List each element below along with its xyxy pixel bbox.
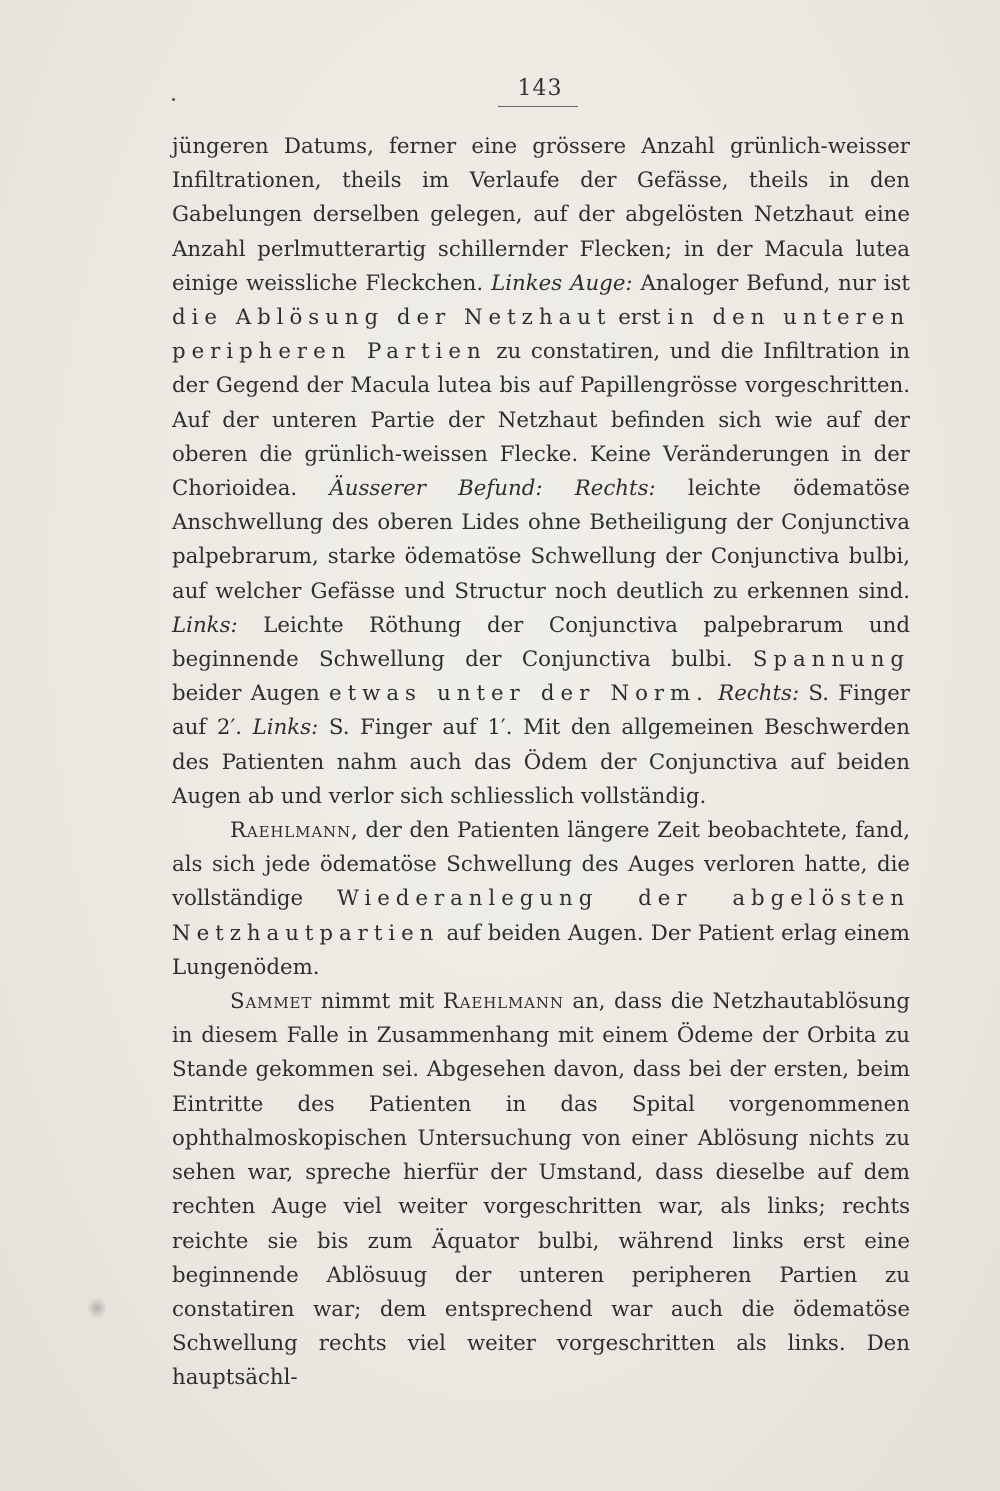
text-run: an, dass die Netzhautablösung in diesem Falle in Zusammenhang mit einem Ödeme der Orbita zu Stande gekommen sei. Abgesehen davon, dass bei der ersten, beim Eintritte des Patienten in das Spital vorgenommenen ophthalmoskopischen Untersuchung von einer Ablösung nichts zu sehen war, spreche hierfür der Umstand, dass dieselbe auf dem rechten Auge viel weiter vorgeschritten war, als links; rechts reichte sie bis zum Äquator bulbi, während links erst eine beginnende Ablösuug der unteren peripheren Partien zu constatiren war; dem entsprechend war auch die ödematöse Schwellung rechts viel weiter vorgeschritten als links. Den hauptsächl- xyxy=(172,989,910,1391)
italic-run: Links: xyxy=(252,715,319,741)
small-caps-run: Raehlmann xyxy=(230,818,351,844)
spaced-run: etwas unter der Norm. xyxy=(329,681,709,707)
page-number: 143 xyxy=(517,76,563,101)
ink-smudge xyxy=(88,1298,106,1318)
italic-run: Links: xyxy=(172,612,238,638)
text-run xyxy=(709,681,718,706)
spaced-run: in den unteren peripheren Partien xyxy=(172,305,911,365)
text-run: beider Augen xyxy=(172,681,330,707)
spaced-run: Wiederanlegung der abgelösten Netzhautpartien xyxy=(172,886,910,946)
body-text xyxy=(172,130,910,1396)
italic-run: Rechts: xyxy=(718,681,800,707)
italic-run: Linkes Auge: xyxy=(491,270,633,296)
italic-run: Äusserer Befund: Rechts: xyxy=(329,476,656,502)
text-run: nimmt mit xyxy=(312,989,443,1015)
text-run: erst xyxy=(611,305,668,331)
text-run: auf beiden Augen. Der Patient erlag einem Lungenödem. xyxy=(172,920,910,980)
paragraph-sammet xyxy=(172,985,910,1395)
small-caps-run: Raehlmann xyxy=(442,989,564,1015)
text-run: S. Finger auf 2′. xyxy=(172,681,910,741)
print-speck xyxy=(172,98,175,101)
paragraph-raehlmann xyxy=(172,814,910,985)
page-number-rule xyxy=(498,106,578,107)
spaced-run: die Ablösung der Netzhaut xyxy=(172,305,612,331)
text-run: jüngeren Datums, ferner eine grössere Anzahl grünlich-weisser Infiltrationen, theils im Verlaufe der Gefässe, theils in den Gabelungen derselben gelegen, auf der abgelösten Netzhaut eine Anzahl perlmutterartig schillernder Flecken; in der Macula lutea einige weissliche Fleckchen. xyxy=(172,134,910,296)
text-run: zu constatiren, und die Infiltration in der Gegend der Macula lutea bis auf Papillengrösse vorgeschritten. Auf der unteren Partie der Netzhaut befinden sich wie auf der oberen die grünlich-weissen Flecke. Keine Veränderungen in der Chorioidea. xyxy=(172,339,910,502)
spaced-run: Spannung xyxy=(752,647,910,673)
text-run: S. Finger auf 1′. Mit den allgemeinen Beschwerden des Patienten nahm auch das Ödem der Conjunctiva auf beiden Augen ab und verlor sich schliesslich vollständig. xyxy=(172,715,910,809)
text-run: leichte ödematöse Anschwellung des oberen Lides ohne Betheiligung der Conjunctiva palpebrarum, starke ödematöse Schwellung der Conjunctiva bulbi, auf welcher Gefässe und Structur noch deutlich zu erkennen sind. xyxy=(172,476,910,604)
text-run: Leichte Röthung der Conjunctiva palpebrarum und beginnende Schwellung der Conjunctiva bulbi. xyxy=(172,612,910,673)
small-caps-run: Sammet xyxy=(230,989,313,1015)
text-run: Analoger Befund, nur ist xyxy=(632,270,910,296)
paragraph-continuation xyxy=(172,130,910,814)
text-run: , der den Patienten längere Zeit beobachtete, fand, als sich jede ödematöse Schwellung des Auges verloren hatte, die vollständige xyxy=(172,818,910,912)
